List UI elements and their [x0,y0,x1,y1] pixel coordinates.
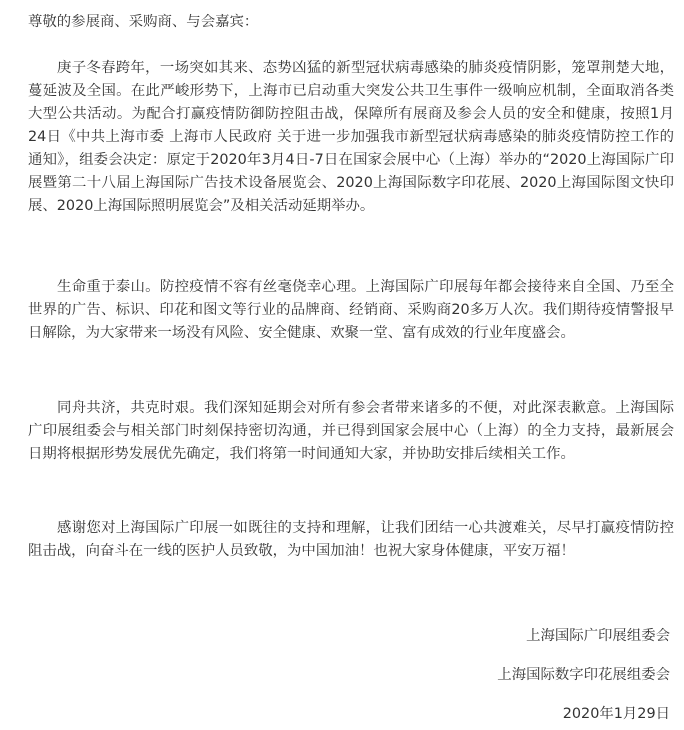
letter-paragraph-postponement: 庚子冬春跨年，一场突如其来、态势凶猛的新型冠状病毒感染的肺炎疫情阴影，笼罩荆楚大地，蔓延波及全国。在此严峻形势下，上海市已启动重大突发公共卫生事件一级响应机制，全面取消各类大型公共活动。为配合打赢疫情防御防控阻击战，保障所有展商及参会人员的安全和健康，按照1月24日《中共上海市委 上海市人民政府 关于进一步加强我市新型冠状病毒感染的肺炎疫情防控工作的通知》，组委会决定：原定于2020年3月4日-7日在国家会展中心（上海）举办的“2020上海国际广印展暨第二十八届上海国际广告技术设备展览会、2020上海国际数字印花展、2020上海国际图文快印展、2020上海国际照明展览会”及相关活动延期举办。 [28,60,674,214]
letter-paragraph-thanks: 感谢您对上海国际广印展一如既往的支持和理解，让我们团结一心共渡难关，尽早打赢疫情防控阻击战，向奋斗在一线的医护人员致敬，为中国加油！也祝大家身体健康，平安万福！ [28,520,674,559]
letter-salutation: 尊敬的参展商、采购商、与会嘉宾： [28,14,259,30]
letter-date: 2020年1月29日 [562,706,670,722]
letter-paragraph-safety: 生命重于泰山。防控疫情不容有丝毫侥幸心理。上海国际广印展每年都会接待来自全国、乃至全世界的广告、标识、印花和图文等行业的品牌商、经销商、采购商20多万人次。我们期待疫情警报早日解除，为大家带来一场没有风险、安全健康、欢聚一堂、富有成效的行业年度盛会。 [28,279,674,341]
signature-organizer-digital-printing: 上海国际数字印花展组委会 [497,667,670,683]
signature-organizer-guangyin: 上海国际广印展组委会 [526,628,670,644]
letter-paragraph-apology: 同舟共济，共克时艰。我们深知延期会对所有参会者带来诸多的不便，对此深表歉意。上海国际广印展组委会与相关部门时刻保持密切沟通，并已得到国家会展中心（上海）的全力支持，最新展会日期将根据形势发展优先确定，我们将第一时间通知大家，并协助安排后续相关工作。 [28,400,674,462]
